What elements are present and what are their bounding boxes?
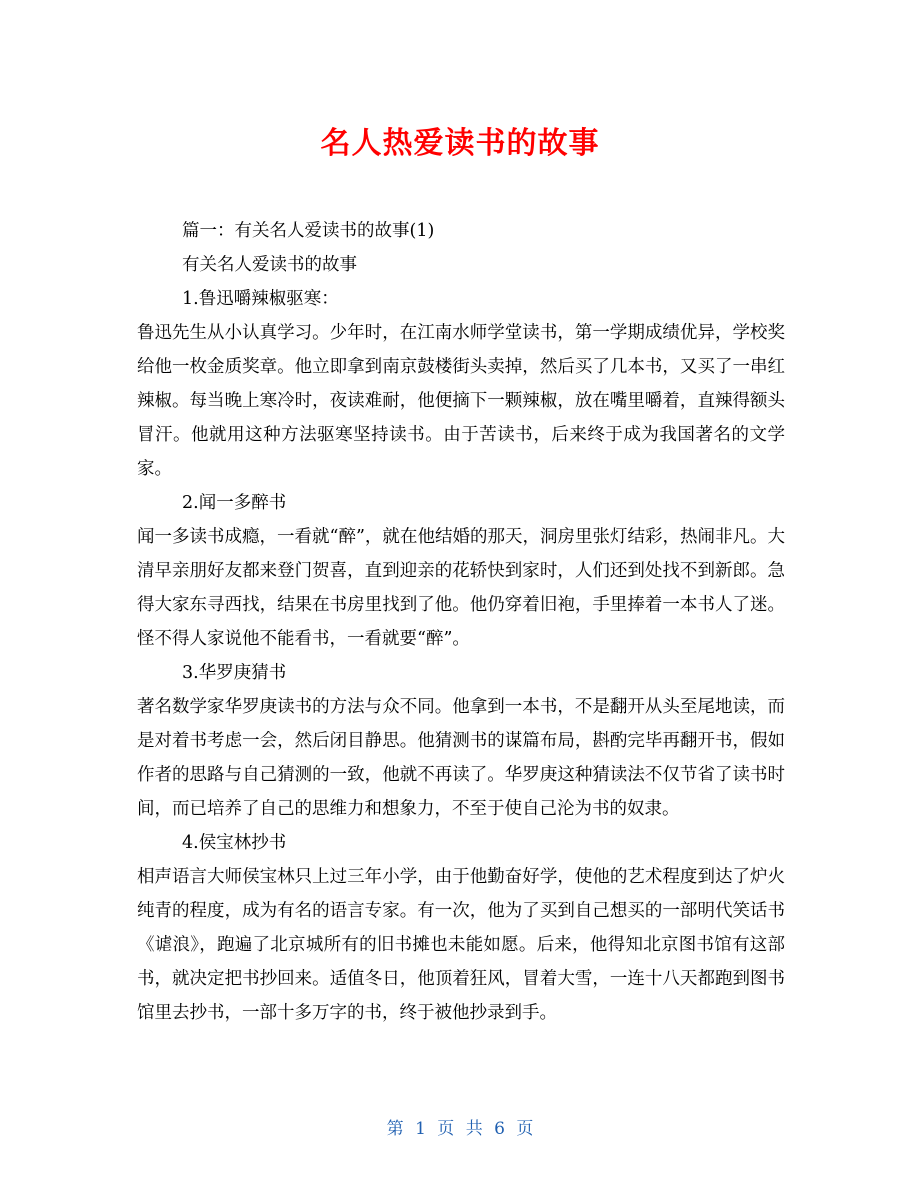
document-title: 名人热爱读书的故事 — [320, 126, 600, 161]
story-heading-3: 3.华罗庚猜书 — [182, 663, 287, 683]
page-number-footer: 第 1 页 共 6 页 — [386, 1119, 534, 1139]
story-heading-4: 4.侯宝林抄书 — [182, 833, 287, 853]
document-body — [137, 214, 785, 1030]
chapter-heading: 篇一：有关名人爱读书的故事(1) — [182, 221, 435, 241]
story-body-4: 相声语言大师侯宝林只上过三年小学，由于他勤奋好学，使他的艺术程度到达了炉火纯青的程度，成为有名的语言专家。有一次，他为了买到自己想买的一部明代笑话书《谑浪》，跑遍了北京城所有的旧书摊也未能如愿。后来，他得知北京图书馆有这部书，就决定把书抄回来。适值冬日，他顶着狂风，冒着大雪，一连十八天都跑到图书馆里去抄书，一部十多万字的书，终于被他抄录到手。 — [137, 867, 785, 1023]
section-heading: 有关名人爱读书的故事 — [182, 255, 357, 275]
story-heading-2: 2.闻一多醉书 — [182, 493, 287, 513]
story-body-2: 闻一多读书成瘾，一看就“醉”，就在他结婚的那天，洞房里张灯结彩，热闹非凡。大清早亲朋好友都来登门贺喜，直到迎亲的花轿快到家时，人们还到处找不到新郎。急得大家东寻西找，结果在书房里找到了他。他仍穿着旧袍，手里捧着一本书人了迷。怪不得人家说他不能看书，一看就要“醉”。 — [137, 527, 785, 649]
story-body-3: 著名数学家华罗庚读书的方法与众不同。他拿到一本书，不是翻开从头至尾地读，而是对着书考虑一会，然后闭目静思。他猜测书的谋篇布局，斟酌完毕再翻开书，假如作者的思路与自己猜测的一致，他就不再读了。华罗庚这种猜读法不仅节省了读书时间，而已培养了自己的思维力和想象力，不至于使自己沦为书的奴隶。 — [137, 697, 785, 819]
story-body-1: 鲁迅先生从小认真学习。少年时，在江南水师学堂读书，第一学期成绩优异，学校奖给他一枚金质奖章。他立即拿到南京鼓楼街头卖掉，然后买了几本书，又买了一串红辣椒。每当晚上寒冷时，夜读难耐，他便摘下一颗辣椒，放在嘴里嚼着，直辣得额头冒汗。他就用这种方法驱寒坚持读书。由于苦读书，后来终于成为我国著名的文学家。 — [137, 323, 785, 479]
story-heading-1: 1.鲁迅嚼辣椒驱寒： — [182, 289, 339, 309]
